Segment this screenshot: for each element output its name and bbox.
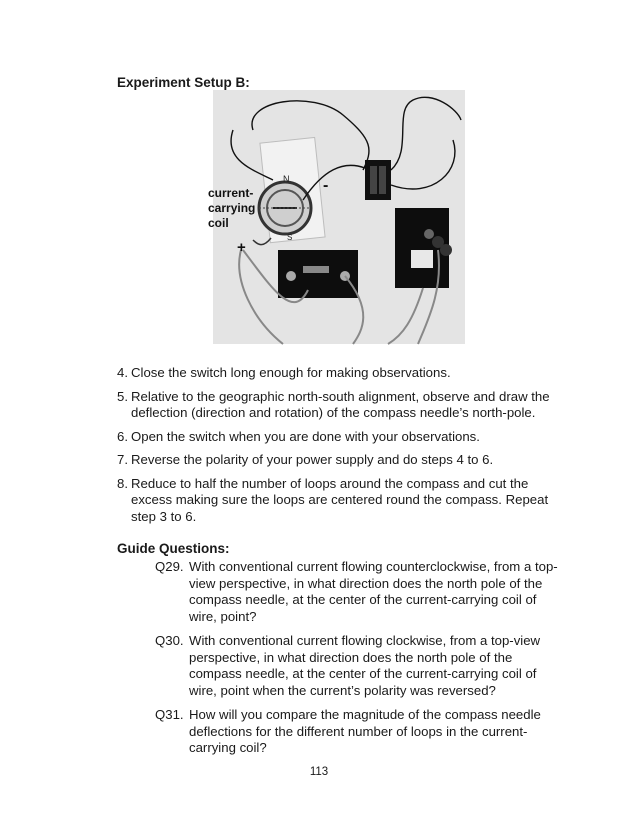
step-item [117, 365, 557, 382]
guide-questions-heading: Guide Questions: [117, 541, 230, 556]
plus-label: + [237, 239, 246, 256]
step-number: 7. [117, 452, 128, 467]
question-item [155, 707, 565, 757]
setup-photo [208, 90, 465, 344]
step-text: Reduce to half the number of loops around the compass and cut the excess making sure the loops are centered round the compass. Repeat step 3 to 6. [131, 475, 549, 524]
step-item [117, 476, 557, 526]
coil-label-line1: current- [208, 186, 254, 200]
question-text: With conventional current flowing counterclockwise, from a top-view perspective, in what direction does the north pole of the compass needle, at the center of the current-carrying coil of wire, point? [189, 559, 558, 624]
question-item [155, 559, 565, 625]
step-text: Reverse the polarity of your power supply and do steps 4 to 6. [131, 452, 494, 467]
step-number: 6. [117, 428, 128, 444]
step-text: Relative to the geographic north-south alignment, observe and draw the deflection (direction and rotation) of the compass needle’s north-pole. [131, 388, 550, 420]
question-text: How will you compare the magnitude of the compass needle deflections for the different number of loops in the current-carrying coil? [189, 707, 541, 755]
coil-label-line2: carrying [208, 201, 256, 215]
question-number: Q30. [155, 633, 184, 648]
question-number: Q31. [155, 707, 184, 722]
step-item [117, 429, 557, 446]
south-label: S [287, 233, 293, 242]
procedure-steps [117, 365, 557, 532]
step-item [117, 452, 557, 469]
step-text: Open the switch when you are done with your observations. [131, 428, 480, 444]
step-number: 4. [117, 365, 128, 380]
guide-questions [155, 559, 565, 765]
step-number: 8. [117, 475, 128, 491]
setup-heading: Experiment Setup B: [117, 75, 250, 90]
step-text: Close the switch long enough for making observations. [131, 365, 451, 380]
question-text: With conventional current flowing clockwise, from a top-view perspective, in what direction does the north pole of the compass needle, at the center of the current-carrying coil of wire, point when the current’s polarity was reversed? [189, 633, 541, 698]
minus-label: - [323, 177, 329, 194]
setup-photo-drawing [208, 90, 465, 344]
step-item [117, 389, 557, 422]
step-number: 5. [117, 388, 128, 404]
question-item [155, 633, 565, 699]
question-number: Q29. [155, 559, 184, 574]
coil-label-line3: coil [208, 216, 229, 230]
page-number: 113 [309, 766, 329, 778]
north-label: N [283, 174, 290, 184]
